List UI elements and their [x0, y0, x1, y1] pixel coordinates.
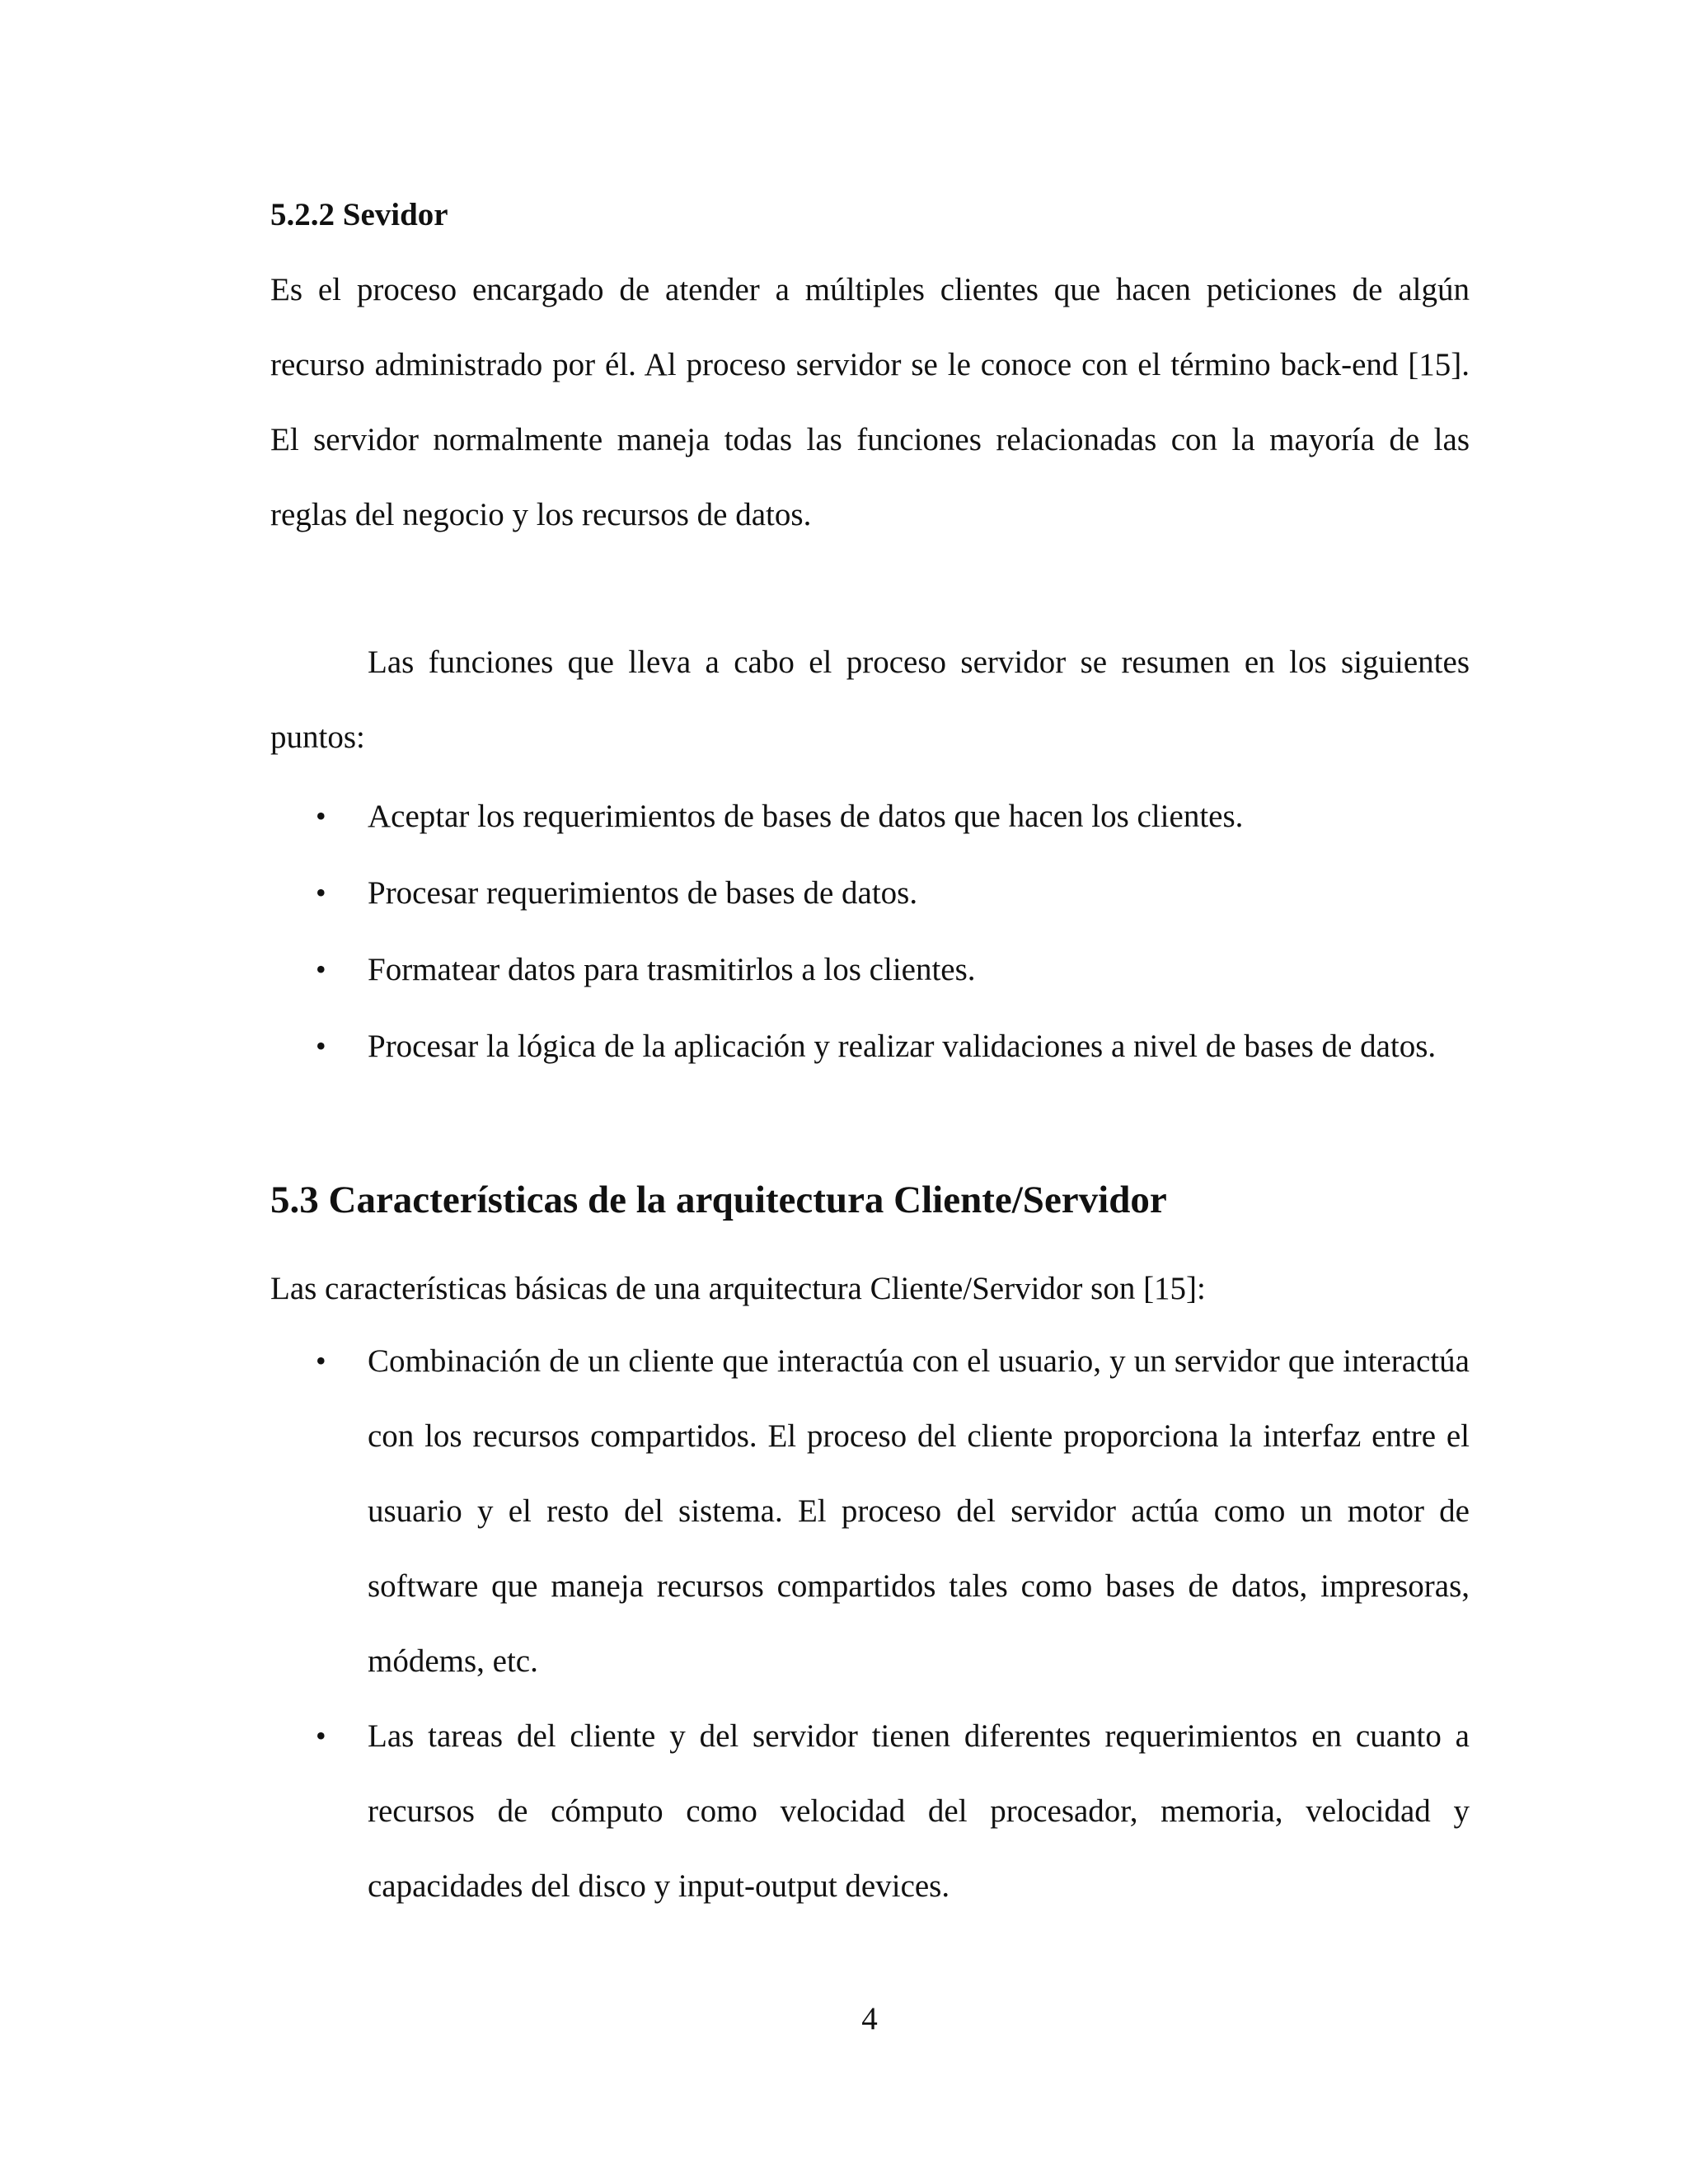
bullet-icon: • [316, 799, 326, 832]
page-number: 4 [861, 2001, 878, 2036]
bullet-icon: • [316, 953, 326, 986]
list-item-text: Formatear datos para trasmitirlos a los clientes. [368, 952, 976, 987]
server-functions-intro-paragraph: Las funciones que lleva a cabo el proceso servidor se resumen en los siguientes puntos: [270, 644, 1470, 755]
server-functions-list [270, 778, 1470, 1085]
list-item-text: Procesar la lógica de la aplicación y realizar validaciones a nivel de bases de datos. [368, 1029, 1437, 1064]
list-item-text: Combinación de un cliente que interactúa con el usuario, y un servidor que interactúa con los recursos compartidos. El proceso del cliente proporciona la interfaz entre el usuario y el resto del sistema. El proceso del servidor actúa como un motor de software que maneja recursos compartidos tales como bases de datos, impresoras, módems, etc. [368, 1343, 1470, 1679]
bullet-icon: • [316, 876, 326, 909]
bullet-icon: • [316, 1344, 326, 1377]
server-definition-paragraph: Es el proceso encargado de atender a múltiples clientes que hacen peticiones de algún recurso administrado por él. Al proceso servidor se le conoce con el término back-end [15]. El servidor normalmente maneja todas las funciones relacionadas con la mayoría de las reglas del negocio y los recursos de datos. [270, 272, 1470, 532]
list-item [270, 1008, 1470, 1085]
characteristics-intro: Las características básicas de una arquitectura Cliente/Servidor son [15]: [270, 1271, 1206, 1306]
list-item-text: Las tareas del cliente y del servidor tienen diferentes requerimientos en cuanto a recursos de cómputo como velocidad del procesador, memoria, velocidad y capacidades del disco y input-output devices. [368, 1718, 1470, 1904]
list-item-text: Aceptar los requerimientos de bases de datos que hacen los clientes. [368, 799, 1244, 834]
list-item [270, 778, 1470, 855]
bullet-icon: • [316, 1029, 326, 1062]
list-item-text: Procesar requerimientos de bases de datos. [368, 875, 918, 911]
list-item [270, 931, 1470, 1008]
characteristics-list [270, 1324, 1470, 1924]
bullet-icon: • [316, 1719, 326, 1752]
list-item [270, 1324, 1470, 1699]
subsection-heading: 5.2.2 Sevidor [270, 197, 448, 232]
list-item [270, 855, 1470, 931]
list-item [270, 1699, 1470, 1924]
section-heading: 5.3 Características de la arquitectura Cliente/Servidor [270, 1179, 1167, 1221]
